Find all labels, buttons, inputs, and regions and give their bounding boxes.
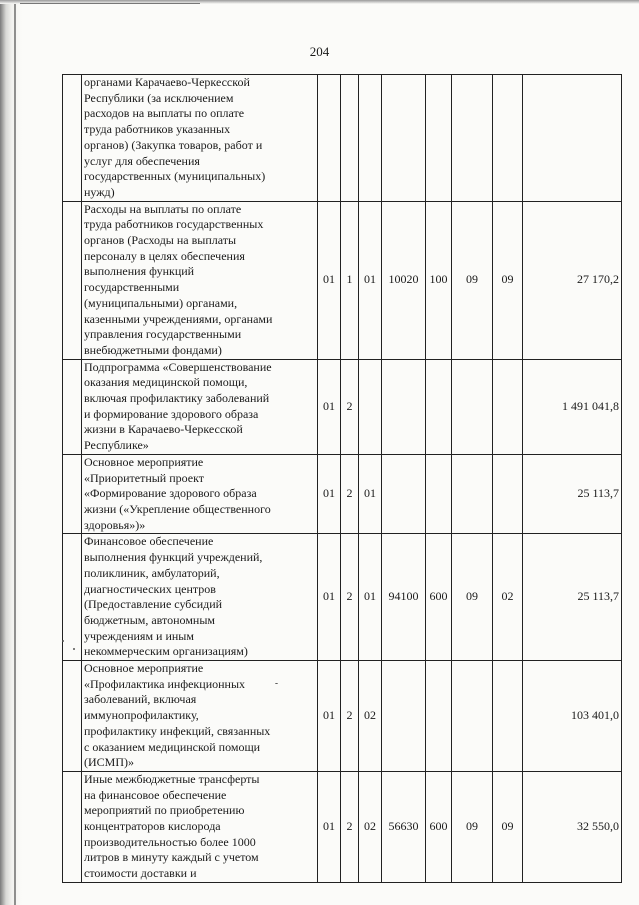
row-code-c4: 94100 <box>382 534 426 661</box>
row-name-line: Основное мероприятие <box>84 661 204 676</box>
row-code-c4: 56630 <box>382 771 426 882</box>
row-name-line: «Приоритетный проект <box>84 470 205 485</box>
row-code-c4: 10020 <box>382 201 426 359</box>
row-name-line: жизни в Карачаево-Черкесской <box>84 422 243 437</box>
table-row <box>63 661 622 772</box>
row-code-c5 <box>426 75 452 202</box>
row-code-c2: 2 <box>341 534 359 661</box>
row-name-line: концентраторов кислорода <box>84 819 221 834</box>
row-code-c2: 1 <box>341 201 359 359</box>
row-code-c4 <box>382 661 426 772</box>
row-name-cell <box>82 771 318 882</box>
row-code-c5 <box>426 661 452 772</box>
row-amount: 32 550,0 <box>523 771 622 882</box>
row-code-c1 <box>318 75 341 202</box>
scan-speck <box>275 683 278 684</box>
row-code-c6: 09 <box>452 771 493 882</box>
row-code-c6: 09 <box>452 201 493 359</box>
row-name-line: поликлиник, амбулаторий, <box>84 565 220 580</box>
row-name-line: выполнения функций учреждений, <box>84 550 263 565</box>
row-name-line: мероприятий по приобретению <box>84 803 245 818</box>
row-name-line: заболеваний, включая <box>84 692 197 707</box>
scan-edge-line <box>14 0 16 905</box>
row-code-c3: 02 <box>359 661 382 772</box>
row-name-line: государственными <box>84 280 180 295</box>
row-amount <box>523 75 622 202</box>
row-amount: 25 113,7 <box>523 534 622 661</box>
row-blank-cell <box>63 75 82 202</box>
row-code-c2: 2 <box>341 454 359 534</box>
row-code-c1: 01 <box>318 454 341 534</box>
row-code-c7 <box>493 454 523 534</box>
row-code-c5: 100 <box>426 201 452 359</box>
row-code-c3: 01 <box>359 201 382 359</box>
row-name-line: диагностических центров <box>84 581 216 596</box>
row-code-c7: 09 <box>493 771 523 882</box>
row-code-c3: 01 <box>359 454 382 534</box>
row-name-line: персоналу в целях обеспечения <box>84 248 245 263</box>
row-name-line: управления государственными <box>84 327 242 342</box>
row-code-c3: 01 <box>359 534 382 661</box>
row-code-c2 <box>341 75 359 202</box>
page-number: 204 <box>309 44 330 59</box>
row-name-line: (ИСМП)» <box>84 755 134 770</box>
row-code-c4 <box>382 454 426 534</box>
row-name-line: казенными учреждениями, органами <box>84 311 273 326</box>
row-name-line: государственных (муниципальных) <box>84 169 266 184</box>
row-name-line: нужд) <box>84 184 115 199</box>
row-code-c7 <box>493 661 523 772</box>
scan-speck <box>62 640 64 642</box>
row-name-line: органов (Расходы на выплаты <box>84 233 237 248</box>
row-name-line: органов) (Закупка товаров, работ и <box>84 137 263 152</box>
row-blank-cell <box>63 534 82 661</box>
row-name-line: включая профилактику заболеваний <box>84 391 270 406</box>
row-code-c5 <box>426 359 452 454</box>
table-row <box>63 454 622 534</box>
table-row <box>63 771 622 882</box>
row-code-c5: 600 <box>426 534 452 661</box>
row-name-line: Подпрограмма «Совершенствование <box>84 359 272 374</box>
row-blank-cell <box>63 359 82 454</box>
row-code-c2: 2 <box>341 661 359 772</box>
scan-shadow-left <box>0 0 22 905</box>
row-code-c3 <box>359 359 382 454</box>
row-amount: 25 113,7 <box>523 454 622 534</box>
scan-speck <box>73 648 75 650</box>
row-name-line: профилактику инфекций, связанных <box>84 723 271 738</box>
row-code-c6 <box>452 359 493 454</box>
table-row <box>63 201 622 359</box>
row-code-c1: 01 <box>318 534 341 661</box>
row-code-c2: 2 <box>341 359 359 454</box>
row-blank-cell <box>63 661 82 772</box>
row-code-c4 <box>382 75 426 202</box>
row-name-line: расходов на выплаты по оплате <box>84 106 245 121</box>
row-name-cell <box>82 661 318 772</box>
row-amount: 1 491 041,8 <box>523 359 622 454</box>
row-blank-cell <box>63 454 82 534</box>
row-name-line: и формирование здорового образа <box>84 406 259 421</box>
scan-top-mark <box>20 3 200 4</box>
row-code-c1: 01 <box>318 661 341 772</box>
row-name-cell <box>82 75 318 202</box>
row-name-line: труда работников указанных <box>84 122 231 137</box>
row-code-c7 <box>493 75 523 202</box>
row-code-c7 <box>493 359 523 454</box>
row-amount: 103 401,0 <box>523 661 622 772</box>
row-name-line: учреждениям и иным <box>84 628 194 643</box>
row-name-line: стоимости доставки и <box>84 866 197 881</box>
row-code-c4 <box>382 359 426 454</box>
row-code-c6 <box>452 75 493 202</box>
row-code-c1: 01 <box>318 771 341 882</box>
row-code-c7: 02 <box>493 534 523 661</box>
row-name-line: на финансовое обеспечение <box>84 787 227 802</box>
row-code-c1: 01 <box>318 201 341 359</box>
row-name-line: жизни («Укрепление общественного <box>84 501 271 516</box>
row-name-line: «Профилактика инфекционных <box>84 676 246 691</box>
row-name-cell <box>82 454 318 534</box>
row-code-c1: 01 <box>318 359 341 454</box>
row-code-c6: 09 <box>452 534 493 661</box>
row-name-cell <box>82 534 318 661</box>
row-name-line: внебюджетными фондами) <box>84 342 222 357</box>
row-name-cell <box>82 201 318 359</box>
row-name-line: «Формирование здорового образа <box>84 486 257 501</box>
row-name-cell <box>82 359 318 454</box>
row-amount: 27 170,2 <box>523 201 622 359</box>
budget-table <box>62 74 622 883</box>
row-name-line: бюджетным, автономным <box>84 612 215 627</box>
row-code-c3: 02 <box>359 771 382 882</box>
row-name-line: труда работников государственных <box>84 217 264 232</box>
table-row <box>63 534 622 661</box>
row-name-line: Расходы на выплаты по оплате <box>84 201 242 216</box>
row-code-c6 <box>452 454 493 534</box>
row-name-line: оказания медицинской помощи, <box>84 375 248 390</box>
row-name-line: Финансовое обеспечение <box>84 534 214 549</box>
row-name-line: с оказанием медицинской помощи <box>84 739 261 754</box>
row-code-c3 <box>359 75 382 202</box>
budget-table-body <box>63 75 622 883</box>
row-code-c5 <box>426 454 452 534</box>
row-name-line: выполнения функций <box>84 264 195 279</box>
table-row <box>63 359 622 454</box>
row-name-line: некоммерческим организациям) <box>84 644 248 659</box>
row-name-line: здоровья»)» <box>84 517 146 532</box>
row-code-c2: 2 <box>341 771 359 882</box>
row-name-line: Иные межбюджетные трансферты <box>84 771 260 786</box>
row-code-c5: 600 <box>426 771 452 882</box>
table-row <box>63 75 622 202</box>
row-name-line: литров в минуту каждый с учетом <box>84 850 259 865</box>
row-blank-cell <box>63 771 82 882</box>
row-code-c7: 09 <box>493 201 523 359</box>
row-name-line: услуг для обеспечения <box>84 153 200 168</box>
row-name-line: производительностью более 1000 <box>84 834 256 849</box>
row-name-line: органами Карачаево-Черкесской <box>84 75 250 89</box>
row-name-line: иммунопрофилактику, <box>84 708 199 723</box>
row-blank-cell <box>63 201 82 359</box>
row-name-line: Республики (за исключением <box>84 90 234 105</box>
row-name-line: (муниципальными) органами, <box>84 295 238 310</box>
row-name-line: (Предоставление субсидий <box>84 597 223 612</box>
row-name-line: Республике» <box>84 438 149 453</box>
row-name-line: Основное мероприятие <box>84 454 204 469</box>
row-code-c6 <box>452 661 493 772</box>
